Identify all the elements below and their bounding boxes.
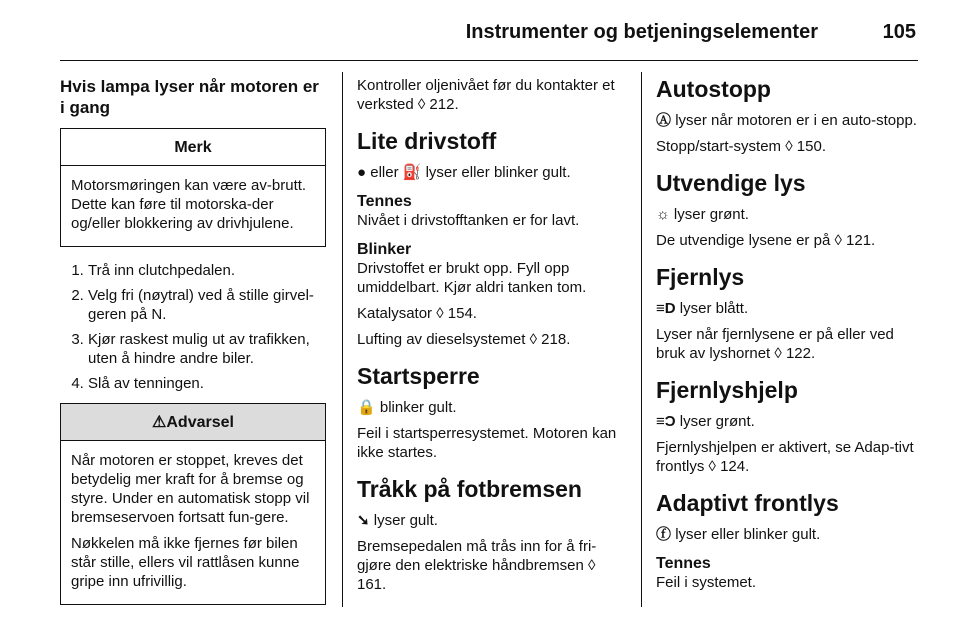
heading-fotbremsen: Tråkk på fotbremsen xyxy=(357,476,582,502)
list-item: 4. Slå av tenningen. xyxy=(88,374,326,393)
heading-adaptivt-frontlys: Adaptivt frontlys xyxy=(656,490,839,516)
column-divider-1 xyxy=(342,72,343,607)
heading-lite-drivstoff: Lite drivstoff xyxy=(357,128,497,154)
fuel-lamp-text: eller ⛽ lyser eller blinker gult. xyxy=(370,164,571,181)
heading-startsperre: Startsperre xyxy=(357,363,480,389)
page-header xyxy=(60,18,918,48)
steps-list xyxy=(60,261,326,393)
tennes-text: Nivået i drivstofftanken er for lavt. xyxy=(357,212,580,229)
startsperre-text: Feil i startsperresystemet. Motoren kan ikke startes. xyxy=(357,425,617,461)
section-heading-lamp-running: Hvis lampa lyser når motoren er i gang xyxy=(60,77,319,117)
warning-title: Advarsel xyxy=(166,414,234,431)
adaptivt-lamp-text: lyser eller blinker gult. xyxy=(675,526,821,543)
fotbremsen-lamp-text: lyser gult. xyxy=(373,512,438,529)
fuel-lamp-icon: ● xyxy=(357,164,367,181)
list-item: 3. Kjør raskest mulig ut av trafikken, uten å hindre andre biler. xyxy=(88,330,326,368)
utvendige-lamp-text: lyser grønt. xyxy=(673,206,749,223)
warning-text-2: Nøkkelen må ikke fjernes før bilen står stille, ellers vil rattlåsen kunne gripe inn ufrivillig. xyxy=(71,535,300,590)
diesel-bleed-ref: Lufting av dieselsystemet ◊ 218. xyxy=(357,331,571,348)
note-text: Motorsmøringen kan være av-brutt. Dette kan føre til motorska-der og/eller blokkering av drivhjulene. xyxy=(71,177,307,232)
page-title: Instrumenter og betjeningselementer xyxy=(465,21,818,43)
column-3 xyxy=(656,76,918,599)
column-1 xyxy=(60,76,326,619)
column-2 xyxy=(357,76,625,601)
heading-fjernlys: Fjernlys xyxy=(656,264,745,290)
list-item: 2. Velg fri (nøytral) ved å stille girvel-geren på N. xyxy=(88,286,326,324)
fotbremsen-text: Bremsepedalen må trås inn for å fri-gjøre den elektriske håndbremsen ◊ 161. xyxy=(357,538,597,593)
immobiliser-icon: 🔒 xyxy=(357,399,376,416)
fjernlyshjelp-text: Fjernlyshjelpen er aktivert, se Adap-tivt frontlys ◊ 124. xyxy=(656,439,914,475)
autostopp-text: Stopp/start-system ◊ 150. xyxy=(656,138,826,155)
oil-check-text: Kontroller oljenivået før du kontakter et verksted ◊ 212. xyxy=(357,77,615,113)
subheading-blinker: Blinker xyxy=(357,241,412,258)
heading-fjernlyshjelp: Fjernlyshjelp xyxy=(656,377,798,403)
fjernlyshjelp-lamp-text: lyser grønt. xyxy=(679,413,755,430)
high-beam-assist-icon: ≡Ɔ xyxy=(656,413,676,430)
header-rule xyxy=(60,60,918,61)
exterior-light-icon: ☼ xyxy=(656,206,670,223)
page-number: 105 xyxy=(882,21,916,43)
list-item: 1. Trå inn clutchpedalen. xyxy=(88,261,326,280)
utvendige-text: De utvendige lysene er på ◊ 121. xyxy=(656,232,876,249)
startsperre-lamp-text: blinker gult. xyxy=(379,399,457,416)
autostop-icon: Ⓐ xyxy=(656,112,672,129)
adaptive-light-icon: ⓕ xyxy=(656,526,672,543)
fjernlys-lamp-text: lyser blått. xyxy=(679,300,749,317)
warning-icon: ⚠ xyxy=(152,414,167,431)
subheading-tennes: Tennes xyxy=(357,193,412,210)
heading-utvendige-lys: Utvendige lys xyxy=(656,170,806,196)
warning-text-1: Når motoren er stoppet, kreves det betydelig mer kraft for å bremse og styre. Under en automatisk stopp vil bremseservoen fortsatt fun-gere. xyxy=(71,452,310,526)
blinker-text: Drivstoffet er brukt opp. Fyll opp umiddelbart. Kjør aldri tanken tom. xyxy=(357,260,587,296)
autostopp-lamp-text: lyser når motoren er i en auto-stopp. xyxy=(675,112,917,129)
adaptivt-tennes-text: Feil i systemet. xyxy=(656,574,757,591)
brake-pedal-icon: ➘ xyxy=(357,512,370,529)
note-box xyxy=(60,128,326,247)
heading-autostopp: Autostopp xyxy=(656,76,771,102)
note-title: Merk xyxy=(61,129,325,166)
high-beam-icon: ≡D xyxy=(656,300,676,317)
warning-box xyxy=(60,403,326,605)
catalyst-ref: Katalysator ◊ 154. xyxy=(357,305,477,322)
fjernlys-text: Lyser når fjernlysene er på eller ved bruk av lyshornet ◊ 122. xyxy=(656,326,894,362)
subheading-tennes-2: Tennes xyxy=(656,555,711,572)
column-divider-2 xyxy=(641,72,642,607)
